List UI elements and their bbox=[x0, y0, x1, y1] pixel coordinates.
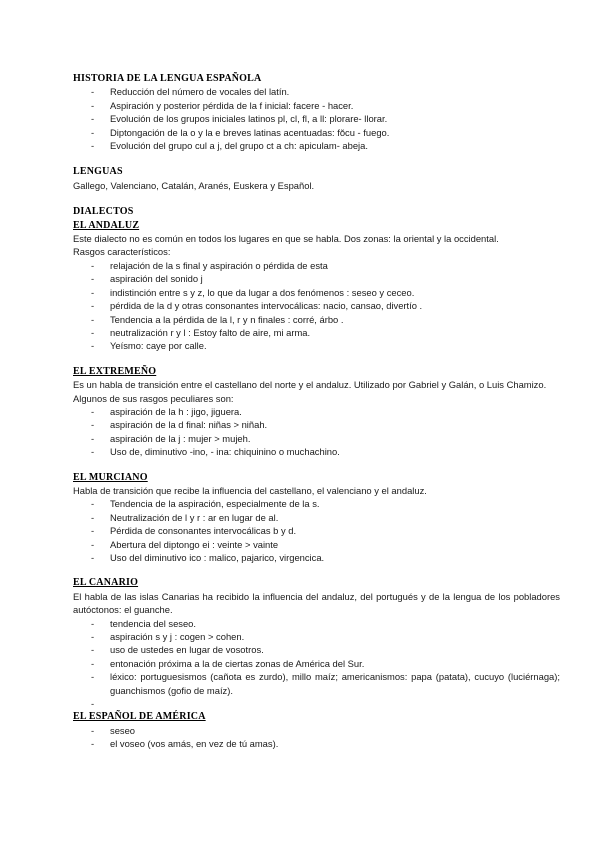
list-item: - relajación de la s final y aspiración o pérdida de esta bbox=[73, 259, 560, 272]
section-title-extremeno: EL EXTREMEÑO bbox=[73, 365, 157, 377]
list-item: - tendencia del seseo. bbox=[73, 617, 560, 630]
section-title-murciano: EL MURCIANO bbox=[73, 471, 148, 483]
empty-list-item bbox=[73, 697, 560, 710]
list-item: - Evolución de los grupos iniciales latinos pl, cl, fl, a ll: plorare- llorar. bbox=[73, 112, 560, 125]
document-page bbox=[73, 72, 560, 751]
list-item: - Diptongación de la o y la e breves latinas acentuadas: fŏcu - fuego. bbox=[73, 126, 560, 139]
section-title-dialectos: DIALECTOS bbox=[73, 206, 134, 218]
canario-text: El habla de las islas Canarias ha recibido la influencia del andaluz, del portugués y de la lengua de los pobladores autóctonos: el guanche. bbox=[73, 590, 560, 616]
section-title-historia: HISTORIA DE LA LENGUA ESPAÑOLA bbox=[73, 73, 262, 84]
list-item: - Aspiración y posterior pérdida de la f inicial: facere - hacer. bbox=[73, 99, 560, 112]
list-item: - Evolución del grupo cul a j, del grupo ct a ch: apiculam- abeja. bbox=[73, 139, 560, 152]
list-item: - Abertura del diptongo ei : veinte > vainte bbox=[73, 538, 560, 551]
list-item: - el voseo (vos amás, en vez de tú amas). bbox=[73, 737, 560, 750]
list-item: - aspiración s y j : cogen > cohen. bbox=[73, 630, 560, 643]
andaluz-list bbox=[73, 259, 560, 353]
list-item: - pérdida de la d y otras consonantes intervocálicas: nacio, cansao, divertío . bbox=[73, 299, 560, 312]
list-item: - neutralización r y l : Estoy falto de aire, mi arma. bbox=[73, 326, 560, 339]
list-item: - aspiración de la d final: niñas > niñah. bbox=[73, 418, 560, 431]
list-item: - Reducción del número de vocales del latín. bbox=[73, 85, 560, 98]
andaluz-subtext: Rasgos característicos: bbox=[73, 246, 171, 258]
list-item: - Yeísmo: caye por calle. bbox=[73, 339, 560, 352]
extremeno-subtext: Algunos de sus rasgos peculiares son: bbox=[73, 392, 234, 404]
list-item: - aspiración de la h : jigo, jiguera. bbox=[73, 405, 560, 418]
list-item: - aspiración de la j : mujer > mujeh. bbox=[73, 432, 560, 445]
list-item: - entonación próxima a la de ciertas zonas de América del Sur. bbox=[73, 657, 560, 670]
extremeno-list bbox=[73, 405, 560, 459]
list-item: - Pérdida de consonantes intervocálicas b y d. bbox=[73, 524, 560, 537]
list-item: - Neutralización de l y r : ar en lugar de al. bbox=[73, 511, 560, 524]
andaluz-text: Este dialecto no es común en todos los lugares en que se habla. Dos zonas: la oriental y la occidental. bbox=[73, 233, 499, 245]
section-title-america: EL ESPAÑOL DE AMÉRICA bbox=[73, 711, 206, 723]
list-item: - seseo bbox=[73, 724, 560, 737]
list-item: - indistinción entre s y z, lo que da lugar a dos fenómenos : seseo y ceceo. bbox=[73, 286, 560, 299]
list-item: - uso de ustedes en lugar de vosotros. bbox=[73, 643, 560, 656]
list-item: - Uso del diminutivo ico : malico, pajarico, virgencica. bbox=[73, 551, 560, 564]
list-item: - Uso de, diminutivo -ino, - ina: chiquinino o muchachino. bbox=[73, 445, 560, 458]
section-title-andaluz: EL ANDALUZ bbox=[73, 219, 140, 231]
list-item: - Tendencia de la aspiración, especialmente de la s. bbox=[73, 497, 560, 510]
list-item: - léxico: portuguesismos (cañota es zurdo), millo maíz; americanismos: papa (patata), cucuyo (luciérnaga); guanchismos (gofio de maíz). bbox=[73, 670, 560, 697]
extremeno-text: Es un habla de transición entre el castellano del norte y el andaluz. Utilizado por Gabriel y Galán, o Luis Chamizo. bbox=[73, 379, 547, 391]
america-list bbox=[73, 724, 560, 751]
list-item: - aspiración del sonido j bbox=[73, 272, 560, 285]
list-item: - Tendencia a la pérdida de la l, r y n finales : corré, árbo . bbox=[73, 313, 560, 326]
section-title-lenguas: LENGUAS bbox=[73, 166, 123, 178]
canario-list bbox=[73, 617, 560, 697]
murciano-text: Habla de transición que recibe la influencia del castellano, el valenciano y el andaluz. bbox=[73, 484, 427, 496]
section-title-canario: EL CANARIO bbox=[73, 577, 139, 589]
murciano-list bbox=[73, 497, 560, 564]
lenguas-text: Gallego, Valenciano, Catalán, Aranés, Euskera y Español. bbox=[73, 179, 315, 191]
historia-list bbox=[73, 85, 560, 152]
